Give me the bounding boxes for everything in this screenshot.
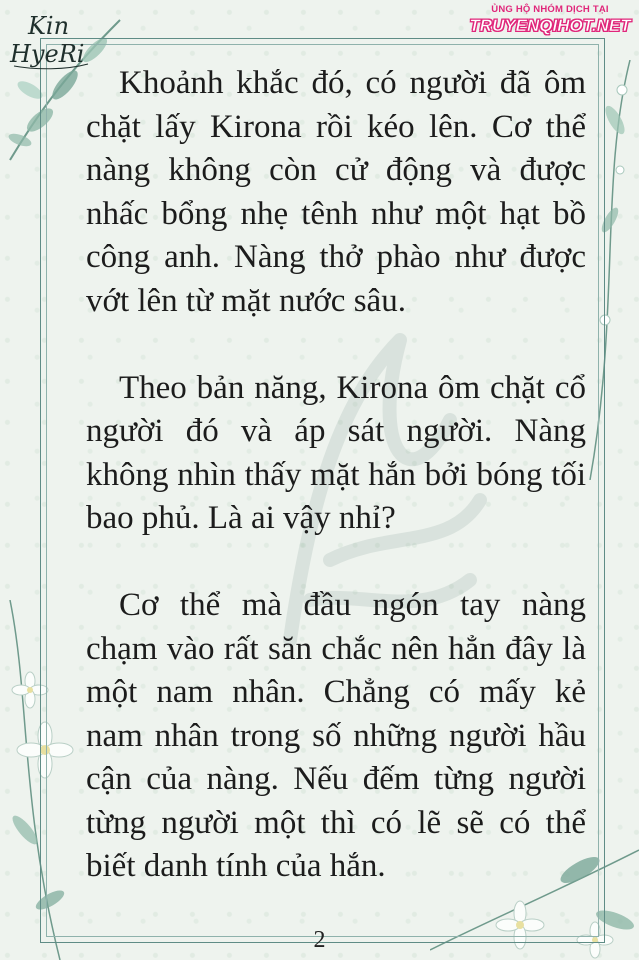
paragraph-1: Khoảnh khắc đó, có người đã ôm chặt lấy Kirona rồi kéo lên. Cơ thể nàng không còn cử động và được nhấc bổng nhẹ tênh như một hạt bồ công anh. Nàng thở phào như được vớt lên từ mặt nước sâu. — [86, 65, 586, 319]
page-number: 2 — [313, 927, 326, 953]
badge-caption: ỦNG HỘ NHÓM DỊCH TẠI — [491, 4, 609, 15]
svg-text:HyeRi: HyeRi — [10, 40, 85, 68]
badge-site-name: TRUYENQIHOT.NET — [469, 16, 631, 35]
promo-badge — [465, 4, 635, 44]
svg-text:Kin: Kin — [28, 12, 70, 40]
story-text — [86, 62, 586, 932]
paragraph-3: Cơ thể mà đầu ngón tay nàng chạm vào rất săn chắc nên hẳn đây là một nam nhân. Chẳng có mấy kẻ nam nhân trong số những người hầu cận của nàng. Nếu đếm từng người từng người một thì có lẽ sẽ có thể biết danh tính của hắn. — [86, 587, 586, 884]
paragraph-2: Theo bản năng, Kirona ôm chặt cổ người đó và áp sát người. Nàng không nhìn thấy mặt hắn bởi bóng tối bao phủ. Là ai vậy nhỉ? — [86, 369, 586, 536]
kin-hyeri-logo — [6, 4, 96, 74]
